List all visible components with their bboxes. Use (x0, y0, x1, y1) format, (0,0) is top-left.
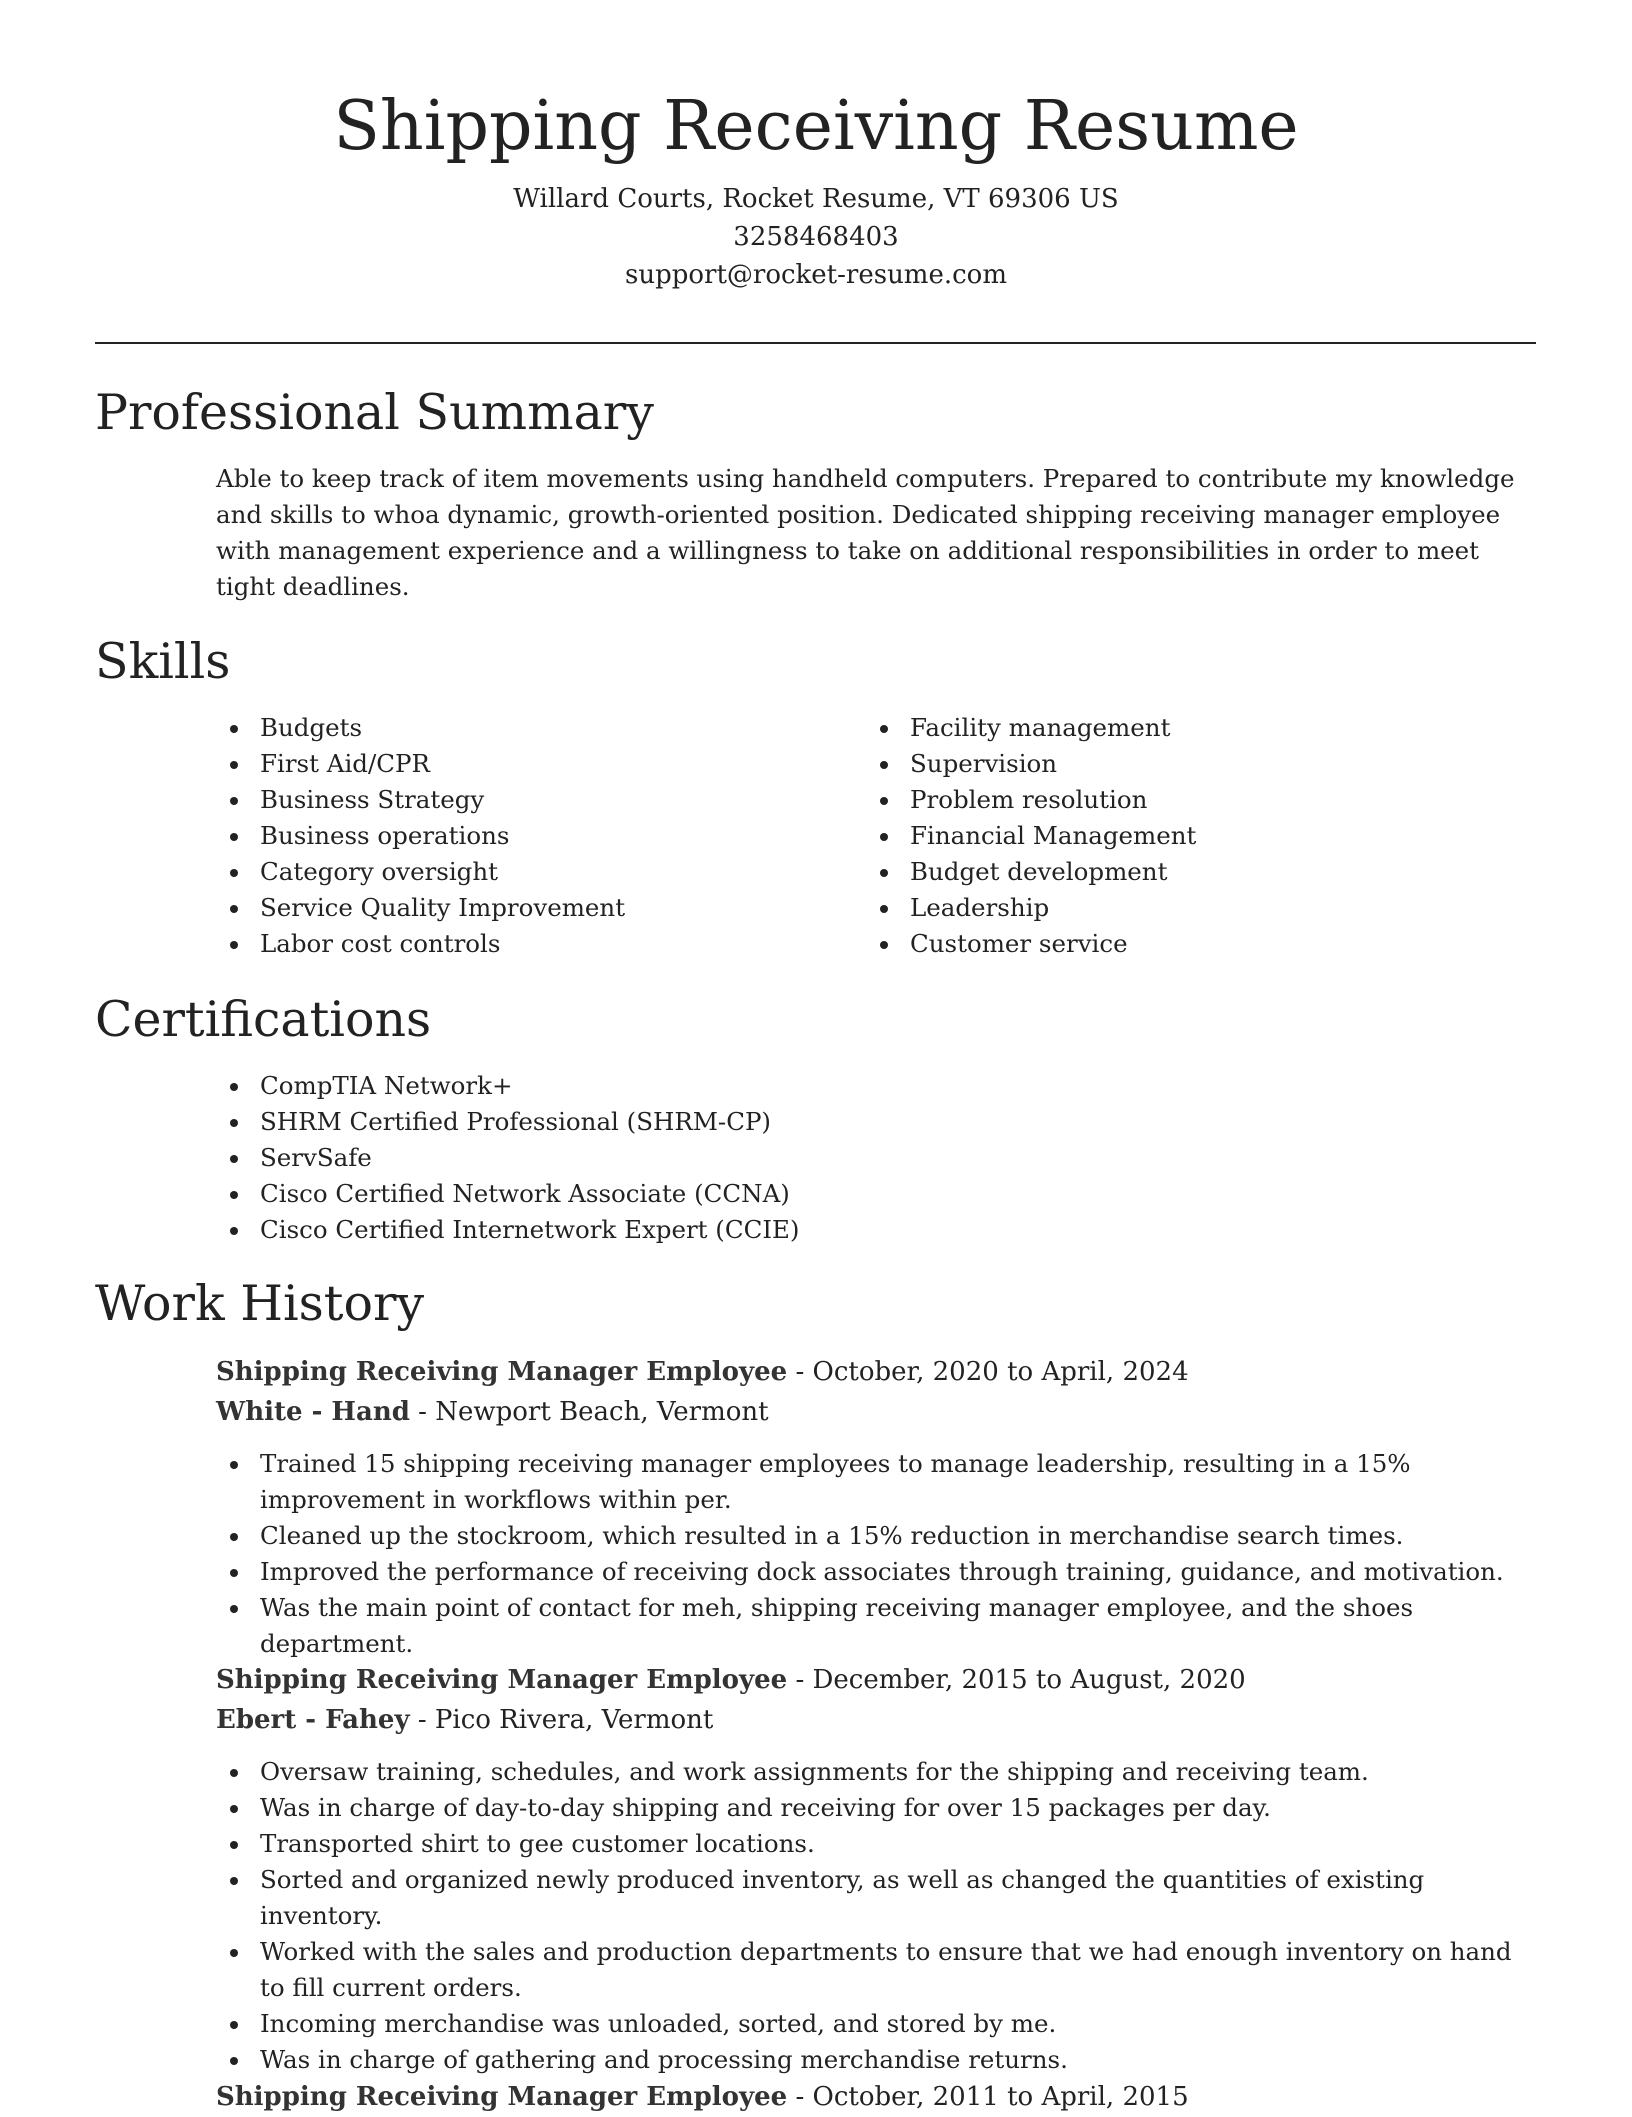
list-item: Labor cost controls (216, 926, 816, 962)
list-item: Was in charge of gathering and processing merchandise returns. (216, 2042, 1536, 2078)
list-item: Sorted and organized newly produced inventory, as well as changed the quantities of existing inventory. (216, 1862, 1536, 1934)
header-divider (95, 342, 1536, 344)
certifications-list (216, 1068, 1516, 1248)
job-entry (216, 1660, 1536, 2078)
job-title-line (216, 2077, 1536, 2117)
resume-title: Shipping Receiving Resume (333, 87, 1299, 166)
list-item: Customer service (866, 926, 1516, 962)
list-item: CompTIA Network+ (216, 1068, 1516, 1104)
list-item: Was the main point of contact for meh, shipping receiving manager employee, and the shoes department. (216, 1590, 1536, 1662)
job-dates: - December, 2015 to August, 2020 (787, 1665, 1246, 1695)
list-item: SHRM Certified Professional (SHRM-CP) (216, 1104, 1516, 1140)
skills-list-right (866, 710, 1516, 962)
list-item: Leadership (866, 890, 1516, 926)
list-item: Improved the performance of receiving dock associates through training, guidance, and motivation. (216, 1554, 1536, 1590)
skills-column-left (216, 710, 816, 962)
list-item: First Aid/CPR (216, 746, 816, 782)
list-item: Business Strategy (216, 782, 816, 818)
job-entry (216, 2077, 1536, 2117)
job-role: Shipping Receiving Manager Employee (216, 1665, 788, 1695)
job-company: White - Hand (216, 1397, 410, 1427)
job-location: - Newport Beach, Vermont (409, 1397, 769, 1427)
resume-header (0, 0, 1632, 294)
summary-text: Able to keep track of item movements using handheld computers. Prepared to contribute my knowledge and skills to whoa dynamic, growth-oriented position. Dedicated shipping receiving manager employee with management experience and a willingness to take on additional responsibilities in order to meet tight deadlines. (216, 464, 1515, 601)
list-item: Cleaned up the stockroom, which resulted in a 15% reduction in merchandise search times. (216, 1518, 1536, 1554)
list-item: ServSafe (216, 1140, 1516, 1176)
job-title-line (216, 1660, 1536, 1700)
list-item: Oversaw training, schedules, and work assignments for the shipping and receiving team. (216, 1754, 1536, 1790)
job-bullets (216, 1754, 1536, 2078)
certifications-list-wrap (216, 1068, 1516, 1248)
list-item: Business operations (216, 818, 816, 854)
contact-phone: 3258468403 (733, 222, 899, 252)
job-company-line (216, 1700, 1536, 1740)
list-item: Budgets (216, 710, 816, 746)
skills-list-left (216, 710, 816, 962)
list-item: Transported shirt to gee customer locations. (216, 1826, 1536, 1862)
job-bullets (216, 1446, 1536, 1662)
list-item: Was in charge of day-to-day shipping and receiving for over 15 packages per day. (216, 1790, 1536, 1826)
contact-address: Willard Courts, Rocket Resume, VT 69306 US (513, 184, 1119, 214)
list-item: Cisco Certified Network Associate (CCNA) (216, 1176, 1516, 1212)
list-item: Service Quality Improvement (216, 890, 816, 926)
list-item: Budget development (866, 854, 1516, 890)
job-entry (216, 1352, 1536, 1662)
list-item: Category oversight (216, 854, 816, 890)
job-dates: - October, 2020 to April, 2024 (787, 1357, 1189, 1387)
job-location: - Pico Rivera, Vermont (409, 1705, 714, 1735)
job-role: Shipping Receiving Manager Employee (216, 2082, 788, 2112)
job-company-line (216, 1392, 1536, 1432)
list-item: Trained 15 shipping receiving manager employees to manage leadership, resulting in a 15% improvement in workflows within per. (216, 1446, 1536, 1518)
section-title-work-history: Work History (95, 1275, 425, 1332)
list-item: Supervision (866, 746, 1516, 782)
skills-column-right (866, 710, 1516, 962)
list-item: Worked with the sales and production departments to ensure that we had enough inventory on hand to fill current orders. (216, 1934, 1536, 2006)
job-title-line (216, 1352, 1536, 1392)
job-company: Ebert - Fahey (216, 1705, 410, 1735)
section-title-skills: Skills (95, 633, 231, 690)
section-title-summary: Professional Summary (95, 384, 654, 441)
contact-email: support@rocket-resume.com (624, 260, 1007, 290)
job-dates: - October, 2011 to April, 2015 (787, 2082, 1189, 2112)
list-item: Financial Management (866, 818, 1516, 854)
list-item: Problem resolution (866, 782, 1516, 818)
job-role: Shipping Receiving Manager Employee (216, 1357, 788, 1387)
list-item: Facility management (866, 710, 1516, 746)
list-item: Incoming merchandise was unloaded, sorted, and stored by me. (216, 2006, 1536, 2042)
section-title-certifications: Certifications (95, 991, 432, 1048)
list-item: Cisco Certified Internetwork Expert (CCIE) (216, 1212, 1516, 1248)
